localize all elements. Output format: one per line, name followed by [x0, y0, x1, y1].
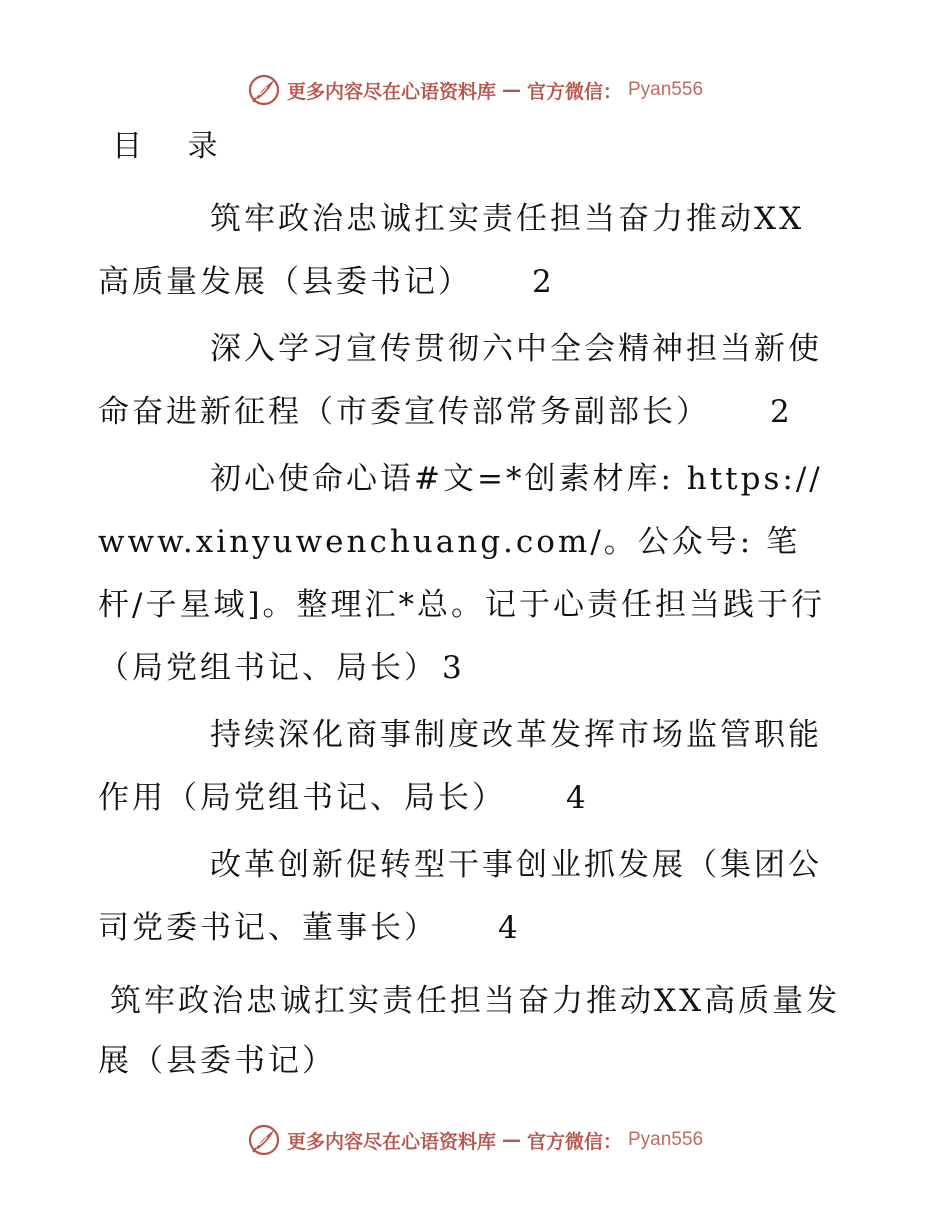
quill-pen-logo-icon: [247, 1123, 281, 1157]
toc-list: [98, 188, 838, 964]
banner-separator: —: [501, 79, 521, 101]
banner-separator: —: [501, 1129, 521, 1151]
toc-entry[interactable]: [98, 318, 838, 444]
quill-pen-logo-icon: [247, 73, 281, 107]
toc-entry-page: 4: [498, 910, 521, 946]
banner-wechat-id: Pyan556: [628, 79, 704, 100]
toc-entry-page: 2: [770, 394, 793, 430]
header-banner: [0, 70, 950, 110]
toc-entry[interactable]: [98, 834, 838, 960]
toc-entry[interactable]: [98, 704, 838, 830]
toc-entry-text: 改革创新促转型干事创业抓发展（集团公司党委书记、董事长）: [98, 847, 822, 946]
toc-entry-text: 深入学习宣传贯彻六中全会精神担当新使命奋进新征程（市委宣传部常务副部长）: [98, 331, 822, 430]
toc-entry-page: 2: [532, 264, 555, 300]
section-heading: 筑牢政治忠诚扛实责任担当奋力推动XX高质量发展（县委书记）: [98, 983, 841, 1079]
banner-wechat-label: 官方微信：: [526, 1130, 622, 1153]
banner-wechat-id: Pyan556: [628, 1129, 704, 1150]
toc-entry-text: 筑牢政治忠诚扛实责任担当奋力推动XX高质量发展（县委书记）: [98, 201, 805, 300]
toc-entry[interactable]: [98, 188, 838, 314]
toc-entry-page: 3: [442, 650, 465, 686]
banner-wechat-label: 官方微信：: [526, 80, 622, 103]
banner-brand-text: 更多内容尽在心语资料库: [286, 1130, 496, 1153]
toc-entry-text: 初心使命心语#文=*创素材库: https://www.xinyuwenchuang.com/。公众号: 笔杆/子星域]。整理汇*总。记于心责任担当践于行（局党组书记、局长）: [98, 461, 826, 686]
banner-brand-text: 更多内容尽在心语资料库: [286, 80, 496, 103]
toc-title: 目 录: [112, 129, 236, 164]
footer-banner: [0, 1120, 950, 1160]
toc-entry[interactable]: [98, 448, 838, 700]
toc-entry-page: 4: [566, 780, 589, 816]
toc-entry-text: 持续深化商事制度改革发挥市场监管职能作用（局党组书记、局长）: [98, 717, 822, 816]
